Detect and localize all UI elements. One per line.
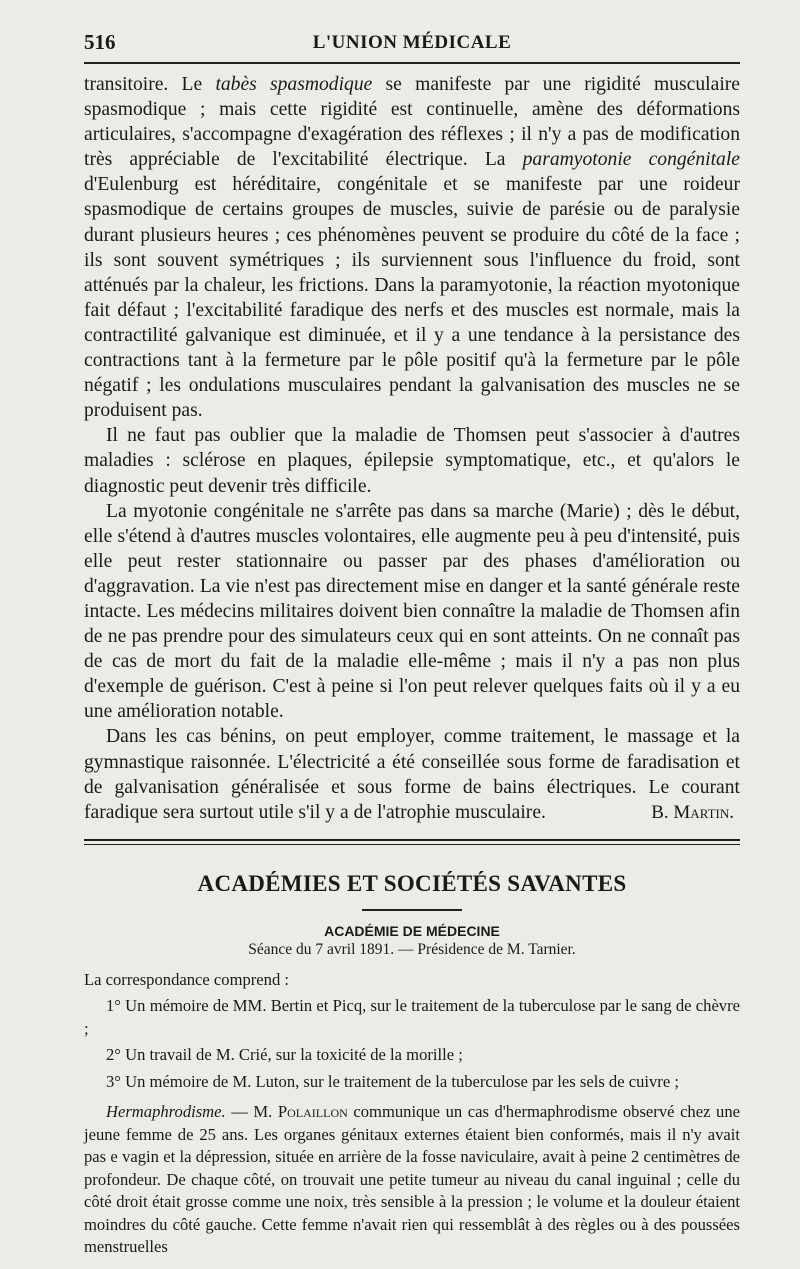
page-number: 516	[84, 30, 116, 54]
session-line: Séance du 7 avril 1891. — Présidence de M. Tarnier.	[248, 940, 576, 958]
case-author: Polaillon	[277, 1102, 348, 1122]
text-run: d'Eulenburg est héréditaire, congénitale et se manifeste par une roideur spasmodique de certains groupes de muscles, suivie de parésie ou de paralysie durant plusieurs heures ; ces phénomènes peuvent se produire du côté de la face ; ils sont souvent symétriques ; ils surviennent sous l'influence du froid, sont atténués par la chaleur, les frictions. Dans la paramyotonie, la réaction myotonique fait défaut ; l'excitabilité faradique des nerfs et des muscles est normale, mais la contractilité galvanique est diminuée, et il y a une tendance à la persistance des contractions tant à la fermeture par le pôle positif qu'à la fermeture par le pôle négatif ; les ondulations musculaires pendant la galvanisation des muscles ne se produisent pas.	[84, 174, 740, 422]
text-run: communique un cas d'hermaphrodisme observé chez une jeune femme de 25 ans. Les organes génitaux externes étaient bien conformés, mais il n'y avait pas e vagin et la dépression, située en arrière de la fosse naviculaire, avait à peine 2 centimètres de profondeur. De chaque côté, on trouvait une petite tumeur au niveau du canal inguinal ; celle du côté droit était grosse comme une noix, très sensible à la pression ; le volume et la douleur étaient moindres du côté gauche. Cette femme n'avait rien qui ressemblât à des règles ou à des poussées menstruelles	[84, 1102, 740, 1257]
title-rule	[362, 909, 462, 911]
signature-text: B. Martin.	[651, 801, 734, 823]
paragraph-2: Il ne faut pas oublier que la maladie de Thomsen peut s'associer à d'autres maladies : sclérose en plaques, épilepsie symptomatique, etc., et qu'alors le diagnostic peut devenir très difficile.	[84, 425, 740, 497]
section-divider	[84, 839, 740, 845]
journal-title: L'UNION MÉDICALE	[312, 32, 512, 53]
paragraph-4: Dans les cas bénins, on peut employer, comme traitement, le massage et la gymnastique raisonnée. L'électricité a été conseillée sous forme de faradisation et de galvanisation généralisée et sous forme de bains électriques. Le courant faradique sera surtout utile s'il y a de l'atrophie musculaire.	[84, 726, 740, 823]
running-head	[84, 30, 740, 64]
paragraph-1	[84, 72, 740, 423]
article-body	[84, 72, 740, 825]
term-tabes: tabès spasmodique	[215, 74, 373, 95]
list-item: 2° Un travail de M. Crié, sur la toxicité de la morille ;	[106, 1045, 463, 1065]
subsection-title: ACADÉMIE DE MÉDECINE	[324, 922, 500, 939]
text-run: — M.	[225, 1102, 278, 1122]
paragraph-3: La myotonie congénitale ne s'arrête pas dans sa marche (Marie) ; dès le début, elle s'étend à d'autres muscles volontaires, elle augmente peu à peu d'intensité, puis elle peut rester stationnaire ou passer par des phases d'amélioration ou d'aggravation. La vie n'est pas directement mise en danger et la santé générale reste intacte. Les médecins militaires doivent bien connaître la maladie de Thomsen afin de ne pas prendre pour des simulateurs ceux qui en sont atteints. On ne connaît pas de cas de mort du fait de la maladie elle-même ; mais il n'y a pas non plus d'exemple de guérison. C'est à peine si l'on peut relever quelques faits où il y a eu une amélioration notable.	[84, 500, 740, 723]
section-title: ACADÉMIES ET SOCIÉTÉS SAVANTES	[197, 870, 627, 896]
text-run: transitoire. Le	[84, 74, 216, 95]
list-item: 3° Un mémoire de M. Luton, sur le traitement de la tuberculose par les sels de cuivre ;	[106, 1071, 679, 1091]
term-paramyotonie: paramyotonie congénitale	[522, 149, 740, 171]
correspondence-intro: La correspondance comprend :	[84, 969, 290, 989]
list-item: 1° Un mémoire de MM. Bertin et Picq, sur le traitement de la tuberculose par le sang de chèvre ;	[84, 996, 740, 1038]
case-paragraph	[84, 1101, 740, 1259]
case-title: Hermaphrodisme.	[106, 1102, 226, 1122]
text-run: se manifeste par une rigidité musculaire spasmodique ; mais cette rigidité est continuelle, amène des déformations articulaires, s'accompagne d'exagération des réflexes ; il n'y a pas de modification très appréciable de l'excitabilité électrique. La	[84, 74, 740, 171]
section-body	[84, 969, 740, 1259]
